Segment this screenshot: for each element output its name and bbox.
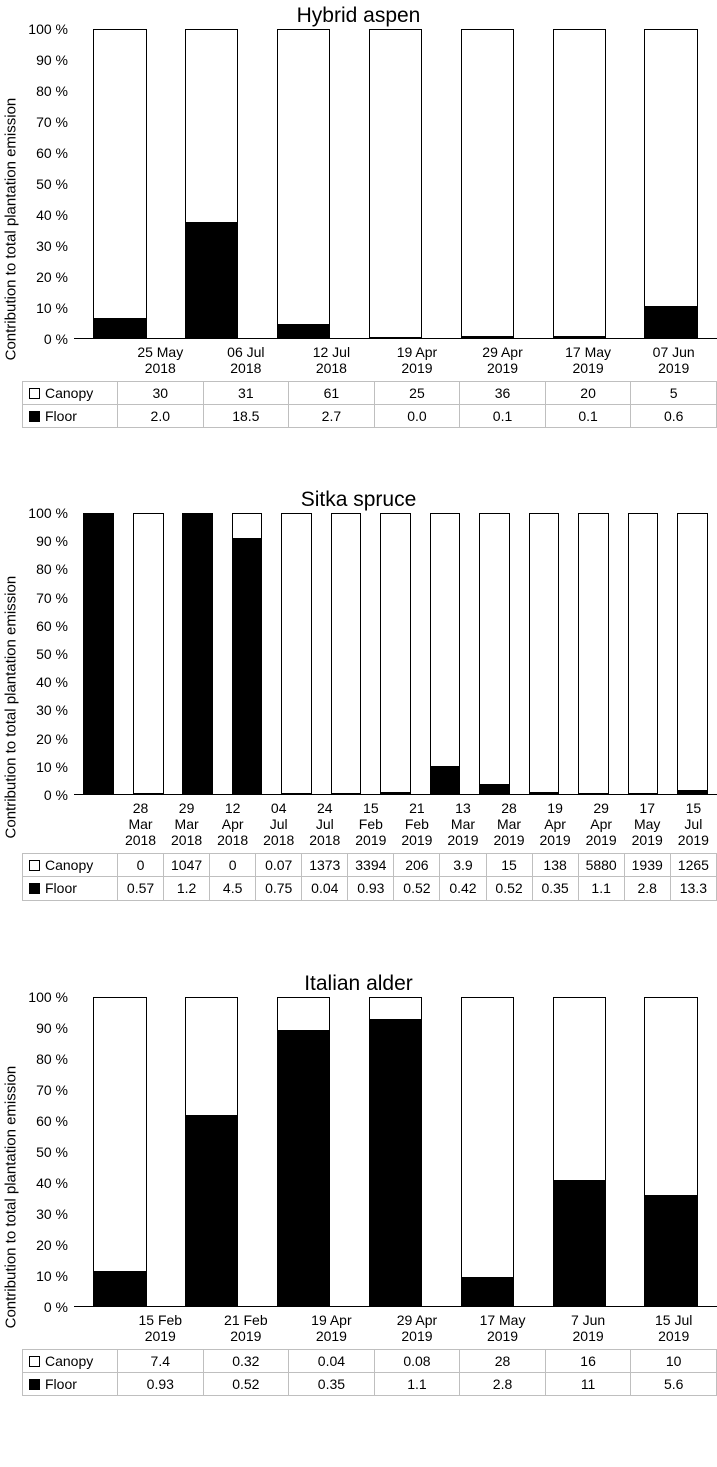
y-tick: 20 %	[36, 1237, 68, 1254]
bar-cell	[272, 513, 321, 794]
canopy-value: 7.4	[118, 1350, 204, 1373]
category-row	[23, 1307, 717, 1350]
bar-segment-floor	[381, 792, 410, 793]
floor-value: 4.5	[210, 877, 256, 900]
legend-label-floor: Floor	[45, 1376, 77, 1393]
category-label: 13 Mar 2019	[447, 800, 479, 849]
category-label: 15 Jul 2019	[655, 1312, 693, 1345]
stacked-bar	[133, 513, 164, 794]
y-tick: 100 %	[28, 505, 68, 522]
floor-value: 0.1	[460, 405, 546, 428]
floor-value: 0.52	[394, 877, 440, 900]
floor-value: 0.57	[118, 877, 164, 900]
stacked-bar	[277, 29, 330, 338]
bar-cell	[258, 997, 350, 1306]
category-label: 24 Jul 2018	[309, 800, 341, 849]
category-label: 15 Jul 2019	[677, 800, 709, 849]
floor-row	[23, 1373, 717, 1396]
chart-hybrid-aspen	[0, 0, 717, 470]
y-tick: 90 %	[36, 1020, 68, 1037]
legend-canopy	[23, 382, 118, 405]
floor-value: 0.04	[302, 877, 348, 900]
y-tick: 20 %	[36, 269, 68, 286]
stacked-bar	[644, 29, 697, 338]
y-tick: 60 %	[36, 617, 68, 634]
category-label: 12 Jul 2018	[312, 344, 351, 377]
floor-value: 2.8	[624, 877, 670, 900]
canopy-value: 0.32	[203, 1350, 289, 1373]
legend-floor	[23, 1373, 118, 1396]
bar-segment-floor	[462, 336, 513, 337]
bar-cell	[222, 513, 271, 794]
stacked-bar	[369, 997, 422, 1306]
bar-cell	[668, 513, 717, 794]
y-tick: 30 %	[36, 1206, 68, 1223]
stacked-bar	[529, 513, 560, 794]
legend-label-floor: Floor	[45, 880, 77, 897]
legend-canopy	[23, 1350, 118, 1373]
bar-cell	[74, 513, 123, 794]
bar-cell	[166, 29, 258, 338]
category-label: 19 Apr 2019	[539, 800, 571, 849]
y-tick: 0 %	[43, 1299, 68, 1316]
y-tick: 10 %	[36, 758, 68, 775]
bar-segment-floor	[645, 306, 696, 337]
canopy-value: 25	[374, 382, 460, 405]
category-label: 29 Apr 2019	[396, 1312, 438, 1345]
stacked-bar	[185, 29, 238, 338]
canopy-value: 1373	[302, 854, 348, 877]
stacked-bar	[430, 513, 461, 794]
canopy-value: 5880	[578, 854, 624, 877]
floor-value: 0.42	[440, 877, 486, 900]
legend-swatch-floor-icon	[29, 411, 40, 422]
floor-value: 2.7	[289, 405, 375, 428]
y-axis-ticks	[22, 505, 74, 804]
floor-value: 0.93	[118, 1373, 204, 1396]
legend-label-floor: Floor	[45, 408, 77, 425]
stacked-bar	[182, 513, 213, 794]
bar-cell	[371, 513, 420, 794]
floor-value: 2.8	[460, 1373, 546, 1396]
bar-segment-floor	[678, 790, 707, 793]
data-table	[22, 339, 717, 428]
canopy-value: 1047	[164, 854, 210, 877]
stacked-bar	[461, 29, 514, 338]
legend-swatch-canopy-icon	[29, 388, 40, 399]
stacked-bar	[232, 513, 263, 794]
y-tick: 0 %	[43, 331, 68, 348]
y-tick: 70 %	[36, 589, 68, 606]
bar-cell	[441, 997, 533, 1306]
y-tick: 90 %	[36, 533, 68, 550]
floor-value: 0.6	[631, 405, 717, 428]
y-tick: 70 %	[36, 114, 68, 131]
stacked-bar	[479, 513, 510, 794]
floor-value: 13.3	[670, 877, 716, 900]
y-tick: 0 %	[43, 787, 68, 804]
floor-value: 18.5	[203, 405, 289, 428]
bar-segment-floor	[530, 792, 559, 793]
bar-cell	[441, 29, 533, 338]
canopy-value: 3.9	[440, 854, 486, 877]
bar-segment-floor	[278, 1030, 329, 1305]
stacked-bar	[277, 997, 330, 1306]
category-label: 17 May 2019	[565, 344, 612, 377]
category-label: 29 Mar 2018	[171, 800, 203, 849]
y-tick: 100 %	[28, 989, 68, 1006]
legend-label-canopy: Canopy	[45, 857, 94, 874]
bar-cell	[618, 513, 667, 794]
floor-value: 0.0	[374, 405, 460, 428]
bar-segment-floor	[233, 538, 262, 793]
bar-segment-floor	[370, 1019, 421, 1305]
bar-cell	[350, 29, 442, 338]
floor-value: 11	[545, 1373, 631, 1396]
floor-value: 5.6	[631, 1373, 717, 1396]
legend-floor	[23, 877, 118, 900]
bar-segment-floor	[645, 1195, 696, 1305]
y-tick: 50 %	[36, 1144, 68, 1161]
stacked-bar	[553, 29, 606, 338]
category-label: 21 Feb 2019	[401, 800, 433, 849]
legend-label-canopy: Canopy	[45, 385, 94, 402]
canopy-value: 61	[289, 382, 375, 405]
bar-cell	[166, 997, 258, 1306]
chart-title: Italian alder	[304, 972, 413, 995]
category-label: 17 May 2019	[479, 1312, 526, 1345]
y-axis-label: Contribution to total plantation emission	[2, 1065, 20, 1329]
bar-segment-floor	[94, 318, 145, 337]
floor-value: 0.35	[532, 877, 578, 900]
y-tick: 100 %	[28, 21, 68, 38]
category-label: 28 Mar 2018	[124, 800, 157, 849]
y-tick: 90 %	[36, 52, 68, 69]
bar-segment-floor	[84, 514, 113, 793]
bar-group	[74, 513, 717, 794]
plot-area	[74, 29, 717, 339]
stacked-bar	[461, 997, 514, 1306]
stacked-bar	[553, 997, 606, 1306]
y-tick: 10 %	[36, 1268, 68, 1285]
bar-segment-floor	[462, 1277, 513, 1305]
floor-value: 0.1	[545, 405, 631, 428]
category-label: 15 Feb 2019	[138, 1312, 183, 1345]
stacked-bar	[83, 513, 114, 794]
stacked-bar	[578, 513, 609, 794]
bar-cell	[470, 513, 519, 794]
legend-label-canopy: Canopy	[45, 1353, 94, 1370]
legend-swatch-canopy-icon	[29, 1356, 40, 1367]
bar-cell	[519, 513, 568, 794]
floor-value: 2.0	[118, 405, 204, 428]
y-tick: 30 %	[36, 238, 68, 255]
canopy-value: 138	[532, 854, 578, 877]
bar-cell	[350, 997, 442, 1306]
bar-segment-floor	[183, 514, 212, 793]
plot-area	[74, 513, 717, 795]
floor-value: 1.1	[374, 1373, 460, 1396]
bar-cell	[74, 29, 166, 338]
bar-segment-floor	[554, 1180, 605, 1305]
y-tick: 40 %	[36, 1175, 68, 1192]
chart-title: Sitka spruce	[300, 488, 417, 511]
y-tick: 20 %	[36, 730, 68, 747]
category-label: 12 Apr 2018	[217, 800, 249, 849]
canopy-value: 5	[631, 382, 717, 405]
chart-title: Hybrid aspen	[296, 4, 421, 27]
y-tick: 60 %	[36, 145, 68, 162]
stacked-bar	[677, 513, 708, 794]
floor-row	[23, 877, 717, 900]
bar-cell	[625, 997, 717, 1306]
stacked-bar	[281, 513, 312, 794]
category-label: 07 Jun 2019	[652, 344, 695, 377]
category-label: 06 Jul 2018	[227, 344, 265, 377]
bar-segment-floor	[94, 1271, 145, 1305]
y-tick: 50 %	[36, 646, 68, 663]
canopy-value: 0	[118, 854, 164, 877]
canopy-row	[23, 1350, 717, 1373]
canopy-value: 0.07	[256, 854, 302, 877]
bar-cell	[533, 997, 625, 1306]
bar-cell	[258, 29, 350, 338]
canopy-value: 20	[545, 382, 631, 405]
floor-row	[23, 405, 717, 428]
bar-segment-floor	[554, 336, 605, 338]
canopy-value: 1939	[624, 854, 670, 877]
bar-segment-floor	[278, 324, 329, 337]
bar-cell	[321, 513, 370, 794]
bar-cell	[123, 513, 172, 794]
category-label: 25 May 2018	[137, 344, 184, 377]
legend-swatch-floor-icon	[29, 1379, 40, 1390]
legend-floor	[23, 405, 118, 428]
stacked-bar	[185, 997, 238, 1306]
category-row	[23, 795, 717, 854]
y-tick: 80 %	[36, 83, 68, 100]
floor-value: 1.1	[578, 877, 624, 900]
floor-value: 0.75	[256, 877, 302, 900]
canopy-value: 31	[203, 382, 289, 405]
canopy-value: 10	[631, 1350, 717, 1373]
category-label: 19 Apr 2019	[311, 1312, 352, 1345]
y-tick: 40 %	[36, 207, 68, 224]
plot-area	[74, 997, 717, 1307]
y-tick: 60 %	[36, 1113, 68, 1130]
legend-canopy	[23, 854, 118, 877]
floor-value: 1.2	[164, 877, 210, 900]
stacked-bar	[380, 513, 411, 794]
y-tick: 10 %	[36, 300, 68, 317]
stacked-bar	[93, 29, 146, 338]
canopy-value: 36	[460, 382, 546, 405]
stacked-bar	[369, 29, 422, 338]
canopy-value: 15	[486, 854, 532, 877]
canopy-value: 0	[210, 854, 256, 877]
y-axis-label: Contribution to total plantation emission	[2, 97, 20, 361]
floor-value: 0.35	[289, 1373, 375, 1396]
y-axis-label: Contribution to total plantation emission	[2, 575, 20, 839]
bar-cell	[74, 997, 166, 1306]
bar-segment-floor	[186, 222, 237, 337]
bar-segment-floor	[186, 1115, 237, 1305]
floor-value: 0.93	[348, 877, 394, 900]
bar-segment-floor	[480, 784, 509, 793]
canopy-row	[23, 382, 717, 405]
floor-value: 0.52	[486, 877, 532, 900]
y-tick: 80 %	[36, 1051, 68, 1068]
category-label: 7 Jun 2019	[570, 1312, 606, 1345]
bar-cell	[625, 29, 717, 338]
category-label: 29 Apr 2019	[482, 344, 523, 377]
y-axis-ticks	[22, 989, 74, 1316]
category-label: 19 Apr 2019	[396, 344, 438, 377]
data-table	[22, 795, 717, 900]
bar-cell	[569, 513, 618, 794]
canopy-value: 16	[545, 1350, 631, 1373]
bar-cell	[173, 513, 222, 794]
category-label: 04 Jul 2018	[263, 800, 295, 849]
canopy-value: 0.04	[289, 1350, 375, 1373]
bar-group	[74, 997, 717, 1306]
category-label: 15 Feb 2019	[355, 800, 387, 849]
y-tick: 40 %	[36, 674, 68, 691]
y-tick: 70 %	[36, 1082, 68, 1099]
chart-italian-alder	[0, 968, 717, 1438]
bar-segment-floor	[431, 766, 460, 793]
category-label: 21 Feb 2019	[224, 1312, 268, 1345]
canopy-value: 28	[460, 1350, 546, 1373]
canopy-row	[23, 854, 717, 877]
bar-group	[74, 29, 717, 338]
y-tick: 50 %	[36, 176, 68, 193]
data-table	[22, 1307, 717, 1396]
canopy-value: 3394	[348, 854, 394, 877]
legend-swatch-floor-icon	[29, 883, 40, 894]
y-tick: 80 %	[36, 561, 68, 578]
category-label: 28 Mar 2019	[493, 800, 525, 849]
y-tick: 30 %	[36, 702, 68, 719]
category-label: 17 May 2019	[631, 800, 663, 849]
chart-sitka-spruce	[0, 484, 717, 954]
stacked-bar	[331, 513, 362, 794]
stacked-bar	[644, 997, 697, 1306]
canopy-value: 206	[394, 854, 440, 877]
y-axis-ticks	[22, 21, 74, 348]
canopy-value: 1265	[670, 854, 716, 877]
legend-swatch-canopy-icon	[29, 860, 40, 871]
bar-cell	[420, 513, 469, 794]
bar-cell	[533, 29, 625, 338]
canopy-value: 30	[118, 382, 204, 405]
stacked-bar	[628, 513, 659, 794]
floor-value: 0.52	[203, 1373, 289, 1396]
category-row	[23, 339, 717, 382]
stacked-bar	[93, 997, 146, 1306]
canopy-value: 0.08	[374, 1350, 460, 1373]
category-label: 29 Apr 2019	[585, 800, 617, 849]
